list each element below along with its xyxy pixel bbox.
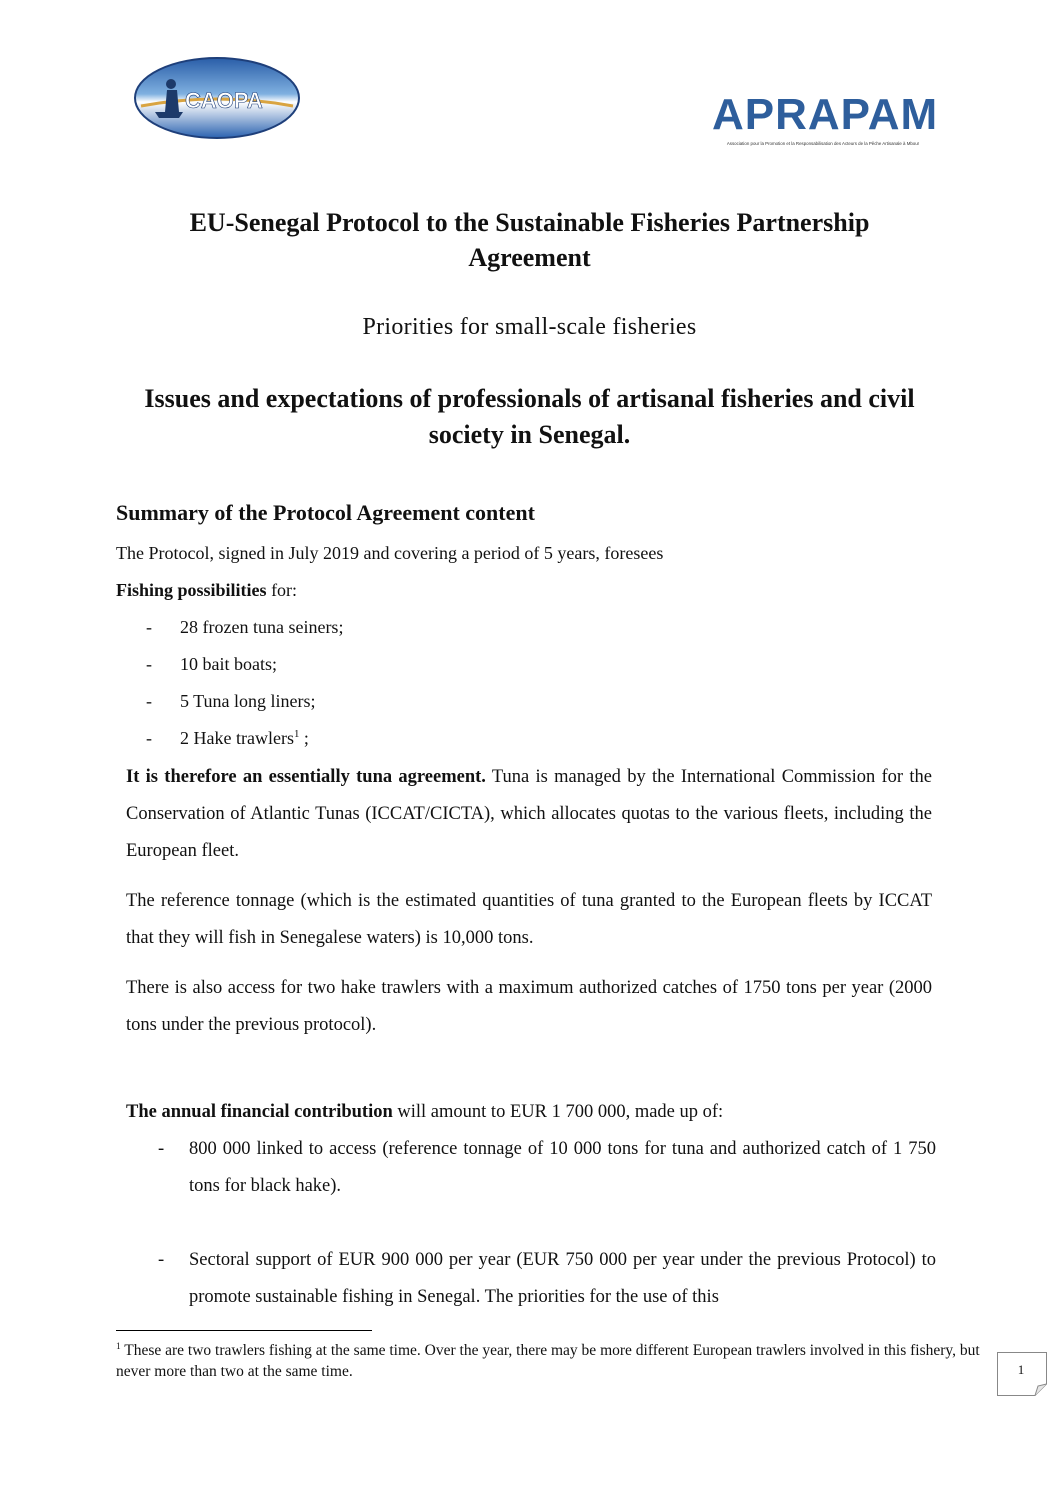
caopa-logo-text: CAOPA bbox=[185, 88, 263, 113]
page-number: 1 bbox=[1017, 1362, 1025, 1377]
footnote: $^1$ These are two trawlers fishing at the same time. Over the year, there may be more different European trawlers involved in this fishery, but never more than two at the same time. bbox=[116, 1341, 980, 1380]
financial-contribution-line: The annual financial contribution will amount to EUR 1 700 000, made up of: bbox=[126, 1102, 724, 1122]
page-number-box bbox=[997, 1352, 1047, 1396]
aprapam-logo bbox=[712, 90, 939, 162]
fishing-possibilities-line: Fishing possibilities for: bbox=[116, 580, 298, 600]
document-subheading: Issues and expectations of professionals of artisanal fisheries and civil society in Senegal. bbox=[144, 384, 915, 449]
footnote-reference: 1 bbox=[293, 728, 300, 740]
paragraph: It is therefore an essentially tuna agreement. Tuna is managed by the International Commission for the Conservation of Atlantic Tunas (ICCAT/CICTA), which allocates quotas to the various fleets, including the European fleet. bbox=[126, 767, 932, 861]
footnote-divider bbox=[116, 1330, 372, 1331]
paragraph: The reference tonnage (which is the estimated quantities of tuna granted to the European fleets by ICCAT that they will fish in Senegalese waters) is 10,000 tons. bbox=[126, 891, 932, 948]
caopa-logo bbox=[133, 56, 301, 140]
document-title: EU-Senegal Protocol to the Sustainable Fisheries Partnership Agreement bbox=[189, 208, 870, 272]
fishing-possibilities-bold: Fishing possibilities bbox=[116, 580, 267, 600]
aprapam-logo-text: APRAPAM bbox=[712, 90, 939, 139]
paragraph: There is also access for two hake trawlers with a maximum authorized catches of 1750 tons per year (2000 tons under the previous protocol). bbox=[126, 978, 932, 1035]
aprapam-logo-subtitle: Association pour la Promotion et la Responsabilisation des Acteurs de la Pêche Artisanale à Mbour bbox=[726, 141, 920, 146]
intro-paragraph: The Protocol, signed in July 2019 and covering a period of 5 years, foresees bbox=[116, 543, 664, 563]
document-subtitle: Priorities for small-scale fisheries bbox=[362, 314, 697, 340]
section-heading: Summary of the Protocol Agreement content bbox=[116, 500, 535, 525]
